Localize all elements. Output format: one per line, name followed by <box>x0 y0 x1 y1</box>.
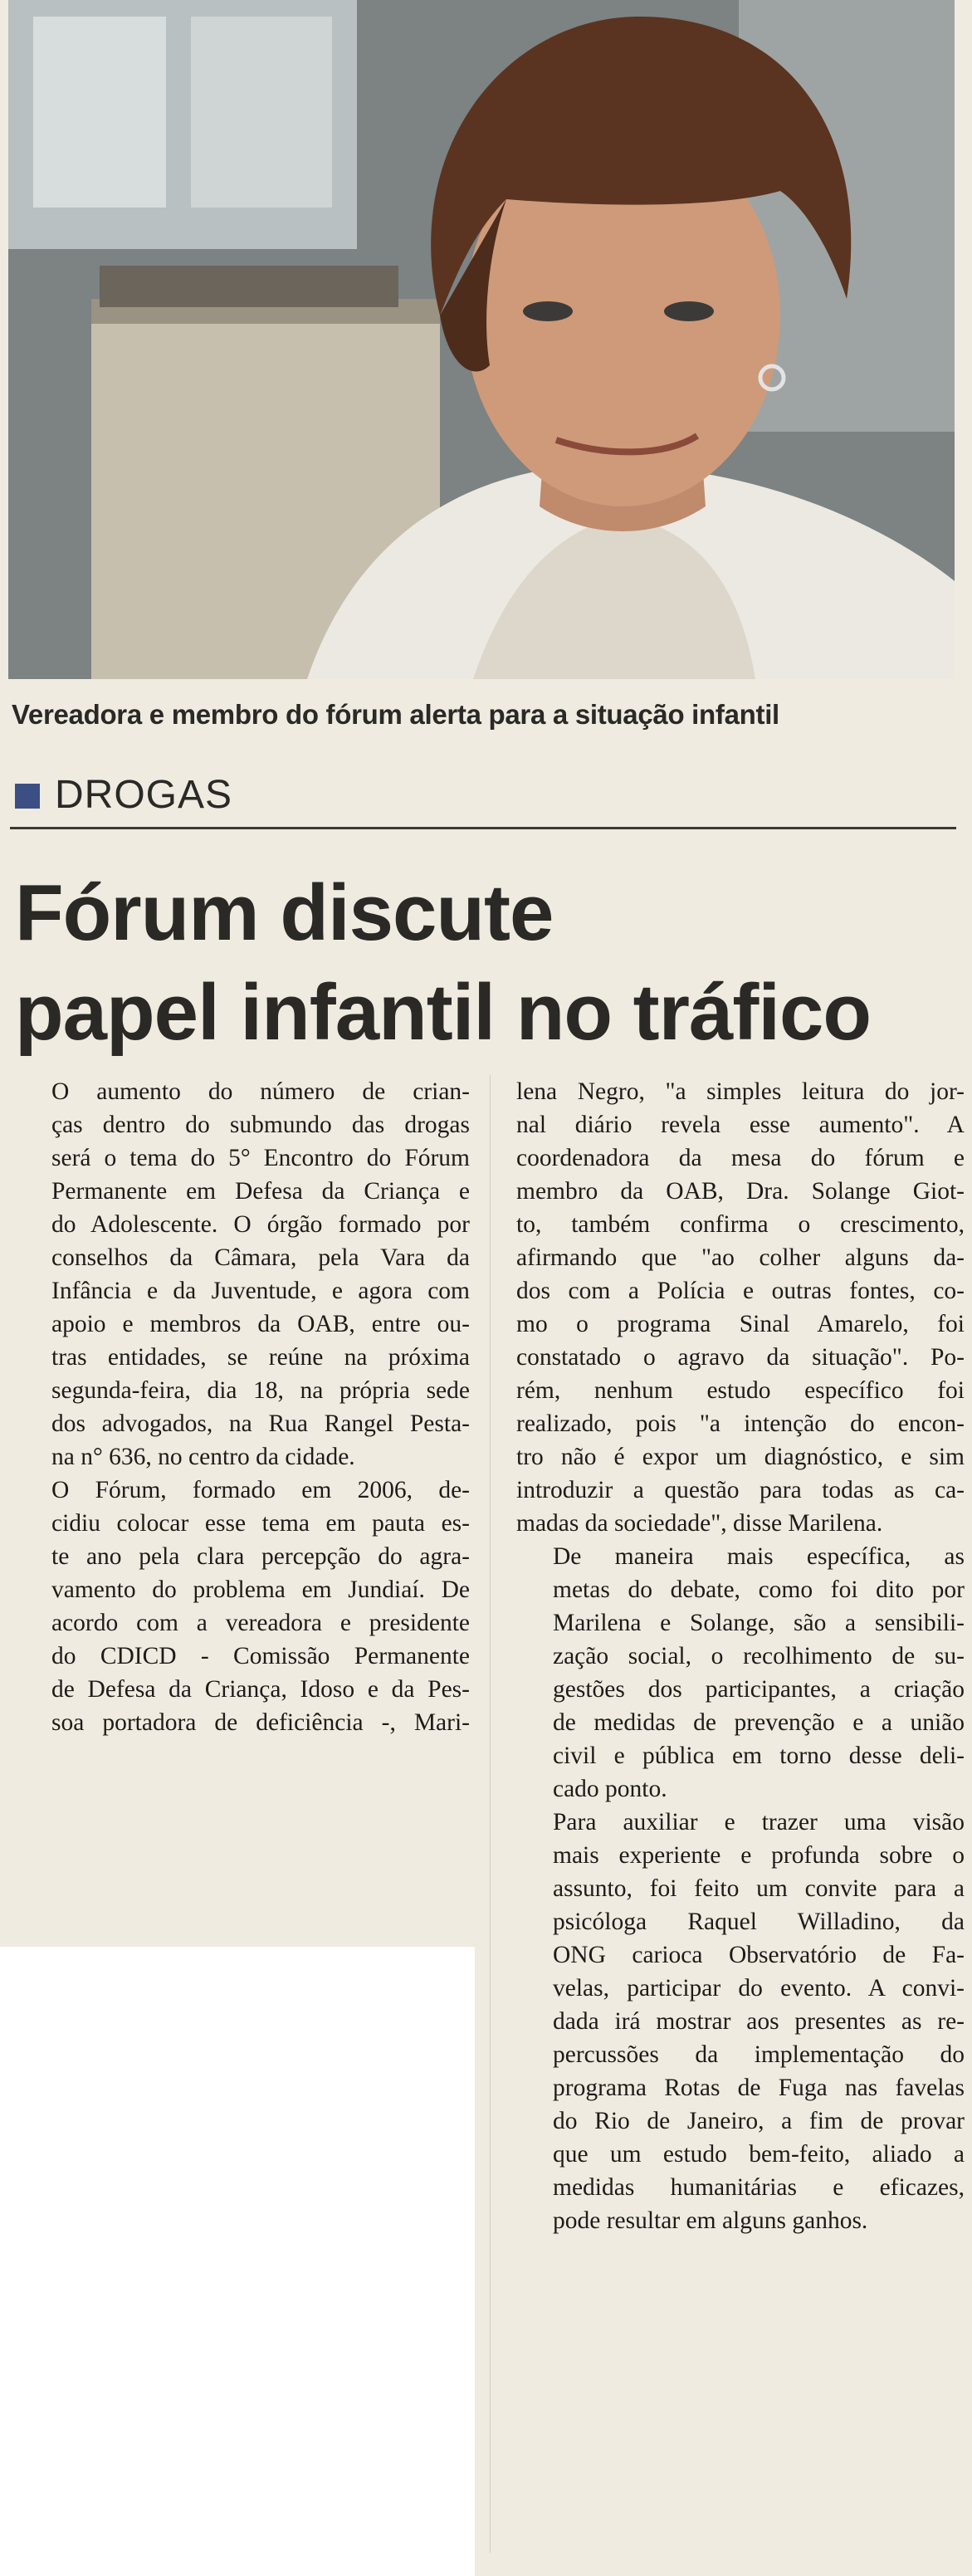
article-paragraph <box>516 1806 965 2237</box>
article-line: tro não é expor um diagnóstico, e sim <box>516 1444 965 1470</box>
headline-line: Fórum discute <box>15 868 554 957</box>
article-line: civil e pública em torno desse deli- <box>553 1743 965 1769</box>
article-line: medidas humanitárias e eficazes, <box>553 2174 965 2201</box>
headline <box>15 863 961 1063</box>
article-line: madas da sociedade", disse Marilena. <box>516 1510 883 1537</box>
article-line: zação social, o recolhimento de su- <box>553 1643 965 1669</box>
article-line: dos com a Polícia e outras fontes, co- <box>516 1278 965 1304</box>
article-line: de medidas de prevenção e a união <box>553 1709 965 1736</box>
article-line: nal diário revela esse aumento". A <box>516 1112 965 1138</box>
article-line: De maneira mais específica, as <box>553 1543 965 1570</box>
photo-portrait <box>8 0 955 679</box>
article-line: introduzir a questão para todas as ca- <box>516 1477 965 1503</box>
article-line: do CDICD - Comissão Permanente <box>51 1643 470 1669</box>
article-line: tras entidades, se reúne na próxima <box>51 1344 470 1371</box>
article-line: ças dentro do submundo das drogas <box>51 1112 470 1138</box>
article-line: do Adolescente. O órgão formado por <box>51 1211 470 1238</box>
article-line: segunda-feira, dia 18, na própria sede <box>51 1377 470 1404</box>
article-line: cado ponto. <box>553 1776 667 1802</box>
article-line: O aumento do número de crian- <box>51 1078 470 1105</box>
article-line: Infância e da Juventude, e agora com <box>51 1278 470 1304</box>
section-bullet-square <box>15 784 40 809</box>
article-line: Marilena e Solange, são a sensibili- <box>553 1610 965 1636</box>
article-line: coordenadora da mesa do fórum e <box>516 1145 965 1171</box>
article-line: membro da OAB, Dra. Solange Giot- <box>516 1178 965 1205</box>
article-line: to, também confirma o crescimento, <box>516 1211 965 1238</box>
article-line: constatado o agravo da situação". Po- <box>516 1344 965 1371</box>
article-line: soa portadora de deficiência -, Mari- <box>51 1709 470 1736</box>
article-paragraph <box>15 1474 470 1739</box>
section-label: DROGAS <box>55 773 233 817</box>
article-line: que um estudo bem-feito, aliado a <box>553 2141 965 2168</box>
article-line: gestões dos participantes, a criação <box>553 1676 965 1703</box>
article-line: percussões da implementação do <box>553 2041 965 2068</box>
photo-caption: Vereadora e membro do fórum alerta para a situação infantil <box>12 699 779 730</box>
article-line: conselhos da Câmara, pela Vara da <box>51 1244 470 1271</box>
article-line: mais experiente e profunda sobre o <box>553 1842 965 1869</box>
article-line: dada irá mostrar aos presentes as re- <box>553 2008 965 2035</box>
article-line: pode resultar em alguns ganhos. <box>553 2207 868 2234</box>
article-line: dos advogados, na Rua Rangel Pesta- <box>51 1410 470 1437</box>
article-column-right <box>516 1075 965 2237</box>
article-line: rém, nenhum estudo específico foi <box>516 1377 965 1404</box>
article-line: na n° 636, no centro da cidade. <box>51 1444 355 1470</box>
article-column-left <box>15 1075 470 1739</box>
article-line: afirmando que "ao colher alguns da- <box>516 1244 965 1271</box>
column-divider <box>490 1075 491 2553</box>
article-line: metas do debate, como foi dito por <box>553 1576 965 1603</box>
article-line: acordo com a vereadora e presidente <box>51 1610 470 1636</box>
article-line: Permanente em Defesa da Criança e <box>51 1178 470 1205</box>
article-line: mo o programa Sinal Amarelo, foi <box>516 1311 965 1337</box>
article-line: O Fórum, formado em 2006, de- <box>51 1477 470 1503</box>
article-line: será o tema do 5° Encontro do Fórum <box>51 1145 470 1171</box>
headline-line: papel infantil no tráfico <box>15 968 872 1057</box>
article-line: velas, participar do evento. A convi- <box>553 1975 965 2002</box>
article-line: realizado, pois "a intenção do encon- <box>516 1410 965 1437</box>
article-line: cidiu colocar esse tema em pauta es- <box>51 1510 470 1537</box>
article-line: assunto, foi feito um convite para a <box>553 1875 965 1902</box>
article-line: Para auxiliar e trazer uma visão <box>553 1809 965 1835</box>
article-line: de Defesa da Criança, Idoso e da Pes- <box>51 1676 470 1703</box>
section-rule <box>10 827 956 829</box>
article-line: ONG carioca Observatório de Fa- <box>553 1942 965 1968</box>
article-line: programa Rotas de Fuga nas favelas <box>553 2075 965 2101</box>
article-line: vamento do problema em Jundiaí. De <box>51 1576 470 1603</box>
article-paragraph <box>516 1540 965 1806</box>
article-line: do Rio de Janeiro, a fim de provar <box>553 2108 965 2134</box>
article-line: lena Negro, "a simples leitura do jor- <box>516 1078 965 1105</box>
article-paragraph <box>516 1075 965 1540</box>
article-paragraph <box>15 1075 470 1474</box>
article-line: apoio e membros da OAB, entre ou- <box>51 1311 470 1337</box>
article-line: psicóloga Raquel Willadino, da <box>553 1909 965 1935</box>
article-line: te ano pela clara percepção do agra- <box>51 1543 470 1570</box>
